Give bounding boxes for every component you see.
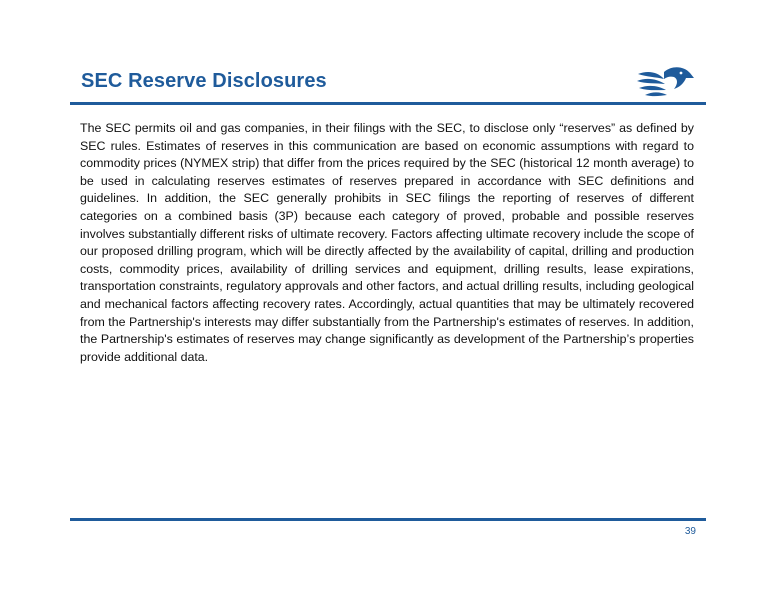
header-divider: [70, 102, 706, 105]
slide-title: SEC Reserve Disclosures: [81, 70, 327, 92]
disclosure-paragraph: The SEC permits oil and gas companies, in their filings with the SEC, to disclose only “reserves” as defined by SEC rules. Estimates of reserves in this communication are based on economic assumptions with regard to commodity prices (NYMEX strip) that differ from the prices required by the SEC (historical 12 month average) to be used in calculating reserves estimates of reserves prepared in accordance with SEC definitions and guidelines. In addition, the SEC generally prohibits in SEC filings the reporting of reserves of different categories on a combined basis (3P) because each category of proved, probable and possible reserves involves substantially different risks of ultimate recovery. Factors affecting ultimate recovery include the scope of our proposed drilling program, which will be directly affected by the availability of capital, drilling and production costs, commodity prices, availability of drilling services and equipment, drilling results, lease expirations, transportation constraints, regulatory approvals and other factors, and actual drilling results, including geological and mechanical factors affecting recovery rates. Accordingly, actual quantities that may be ultimately recovered from the Partnership's interests may differ substantially from the Partnership's estimates of reserves. In addition, the Partnership's estimates of reserves may change significantly as development of the Partnership’s properties provide additional data.: [80, 121, 694, 364]
page-number: 39: [684, 526, 696, 537]
footer-divider: [70, 518, 706, 521]
eagle-logo-icon: [634, 62, 694, 102]
